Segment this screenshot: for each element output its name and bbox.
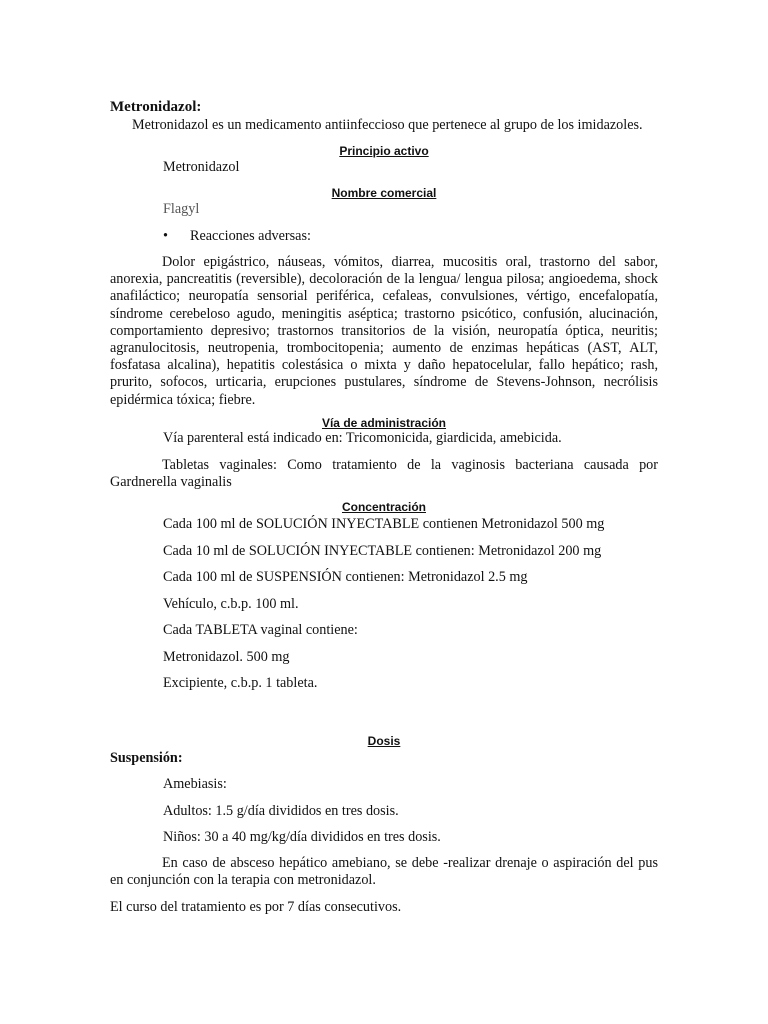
bullet-marker: • [163,228,168,244]
dosis-line: Adultos: 1.5 g/día divididos en tres dosis. [163,803,399,819]
concentracion-line: Cada TABLETA vaginal contiene: [163,622,358,638]
reacciones-bullet-item [163,228,311,245]
heading-nombre-comercial: Nombre comercial [331,186,437,200]
via-parenteral-text: Vía parenteral está indicado en: Tricomonicida, giardicida, amebicida. [163,430,562,446]
document-title: Metronidazol: [110,99,202,115]
concentracion-line: Excipiente, c.b.p. 1 tableta. [163,675,318,691]
intro-text: Metronidazol es un medicamento antiinfeccioso que pertenece al grupo de los imidazoles. [132,117,643,133]
heading-dosis: Dosis [367,734,401,748]
dosis-line: Amebiasis: [163,776,227,792]
dosis-curso-text: El curso del tratamiento es por 7 días consecutivos. [110,899,402,915]
nombre-comercial-value: Flagyl [163,201,200,217]
reacciones-paragraph: Dolor epigástrico, náuseas, vómitos, diarrea, mucositis oral, trastorno del sabor, anorexia, pancreatitis (reversible), decoloración de la lengua/ lengua pilosa; angioedema, shock anafiláctico; neuropatía sensorial periférica, cefaleas, convulsiones, vértigo, encefalopatía, síndrome cerebeloso agudo, meningitis aséptica; trastorno psicótico, confusión, alucinación, comportamiento depresivo; trastornos transitorios de la visión, neuropatía óptica, neuritis; agranulocitosis, neutropenia, trombocitopenia; aumento de enzimas hepáticas (AST, ALT, fosfatasa alcalina), hepatitis colestásica o mixta y daño hepatocelular, fallo hepático; rash, prurito, sofocos, urticaria, erupciones pustulares, síndrome de Stevens-Johnson, necrólisis epidérmica tóxica; fiebre. [110,254,658,408]
concentracion-line: Cada 100 ml de SOLUCIÓN INYECTABLE contienen Metronidazol 500 mg [163,516,605,532]
dosis-line: Niños: 30 a 40 mg/kg/día divididos en tres dosis. [163,829,441,845]
concentracion-line: Metronidazol. 500 mg [163,649,290,665]
reacciones-label: Reacciones adversas: [190,228,311,244]
concentracion-line: Cada 100 ml de SUSPENSIÓN contienen: Metronidazol 2.5 mg [163,569,528,585]
concentracion-line: Cada 10 ml de SOLUCIÓN INYECTABLE contienen: Metronidazol 200 mg [163,543,602,559]
via-tabletas-paragraph: Tabletas vaginales: Como tratamiento de la vaginosis bacteriana causada por Gardnerella vaginalis [110,457,658,491]
concentracion-line: Vehículo, c.b.p. 100 ml. [163,596,299,612]
principio-activo-value: Metronidazol [163,159,240,175]
dosis-subtitle: Suspensión: [110,750,183,766]
heading-principio-activo: Principio activo [339,144,429,158]
dosis-absceso-paragraph: En caso de absceso hepático amebiano, se debe -realizar drenaje o aspiración del pus en conjunción con la terapia con metronidazol. [110,855,658,889]
heading-via-administracion: Vía de administración [321,416,447,430]
heading-concentracion: Concentración [341,500,426,514]
